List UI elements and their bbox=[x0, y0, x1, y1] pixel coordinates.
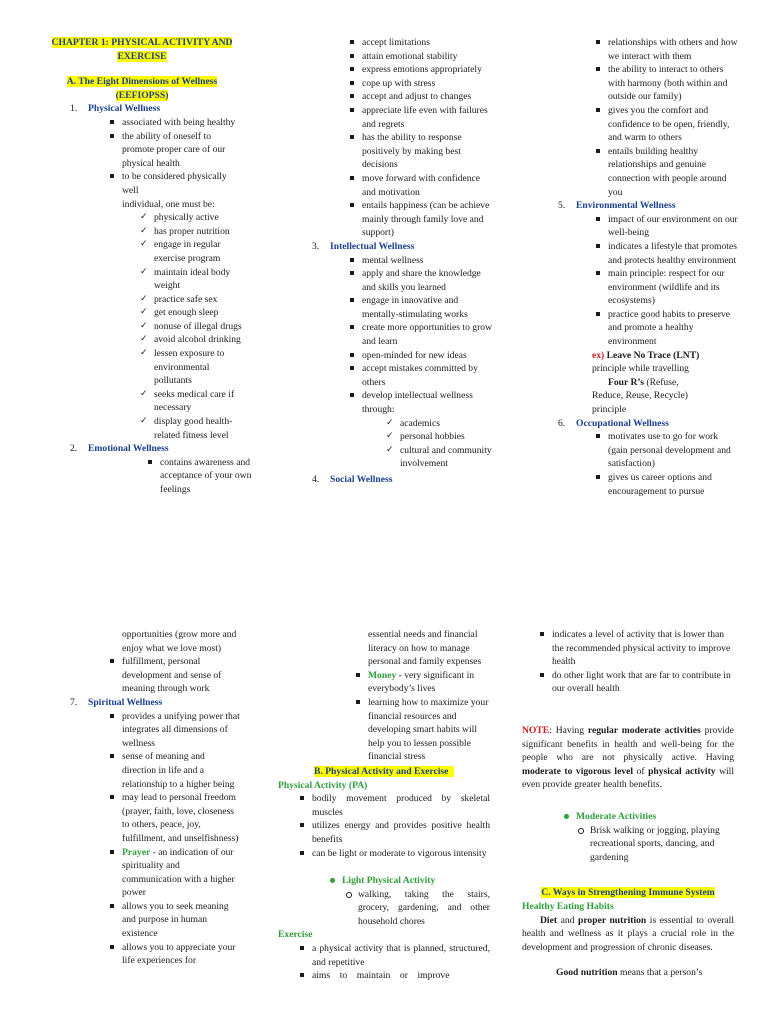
physical-wellness-checklist bbox=[140, 211, 246, 442]
physical-wellness-list bbox=[110, 116, 245, 198]
check-item: ✓ practice safe sex bbox=[140, 293, 246, 307]
list-item: gives us career options and encouragement to pursue bbox=[596, 471, 738, 498]
list-item: engage in innovative and mentally-stimulating works bbox=[350, 294, 492, 321]
check-item: ✓ nonuse of illegal drugs bbox=[140, 320, 246, 334]
check-item: ✓ display good health-related fitness level bbox=[140, 415, 246, 442]
example-lnt: ex) Leave No Trace (LNT) principle while travelling bbox=[592, 349, 700, 375]
list-item: gives you the comfort and confidence to be open, friendly, and warm to others bbox=[596, 104, 738, 145]
bottom-column-2 bbox=[278, 628, 490, 983]
section-c-heading: C. Ways in Strengthening Immune System bbox=[541, 887, 715, 899]
list-item: create more opportunities to grow and learn bbox=[350, 321, 492, 348]
check-item: ✓ physically active bbox=[140, 211, 246, 225]
continued-text: essential needs and financial literacy on how to manage personal and family expenses bbox=[368, 629, 482, 668]
emotional-wellness-list-cont bbox=[350, 36, 492, 240]
top-column-1 bbox=[38, 36, 252, 497]
bottom-column-1 bbox=[70, 628, 250, 968]
intellectual-wellness-list bbox=[350, 254, 492, 417]
list-item: fulfillment, personal development and sense of meaning through work bbox=[110, 655, 246, 696]
social-wellness-list-cont bbox=[596, 36, 738, 199]
list-item: apply and share the knowledge and skills you learned bbox=[350, 267, 492, 294]
list-item: attain emotional stability bbox=[350, 50, 492, 64]
list-item: associated with being healthy bbox=[110, 116, 245, 130]
list-item: Prayer - an indication of our spirituality and communication with a higher power bbox=[110, 846, 240, 900]
list-item: develop intellectual wellness through: bbox=[350, 389, 492, 416]
check-item: ✓ seeks medical care if necessary bbox=[140, 388, 246, 415]
healthy-eating-title: Healthy Eating Habits bbox=[522, 900, 614, 912]
intellectual-wellness-heading: 3. Intellectual Wellness bbox=[312, 240, 415, 252]
check-item: ✓ personal hobbies bbox=[386, 430, 492, 444]
moderate-activity-heading bbox=[564, 810, 734, 824]
list-item: Brisk walking or jogging, playing recreational sports, dancing, and gardening bbox=[578, 824, 728, 865]
occupational-wellness-list-cont bbox=[110, 655, 246, 696]
moderate-activity-list bbox=[578, 824, 728, 865]
emotional-wellness-list bbox=[148, 456, 263, 497]
check-item: ✓ avoid alcohol drinking bbox=[140, 333, 246, 347]
list-item: move forward with confidence and motivation bbox=[350, 172, 492, 199]
check-item: ✓ lessen exposure to environmental pollutants bbox=[140, 347, 246, 388]
continued-text: opportunities (grow more and enjoy what we love most) bbox=[122, 629, 237, 654]
emotional-wellness-heading: 2. Emotional Wellness bbox=[70, 443, 169, 455]
list-item: motivates use to go for work (gain personal development and satisfaction) bbox=[596, 430, 738, 471]
spiritual-wellness-list bbox=[110, 710, 240, 968]
check-item: ✓ academics bbox=[386, 417, 492, 431]
check-item: ✓ cultural and community involvement bbox=[386, 444, 492, 471]
list-item: a physical activity that is planned, structured, and repetitive bbox=[300, 942, 490, 969]
check-item: ✓ get enough sleep bbox=[140, 306, 246, 320]
section-b-heading: B. Physical Activity and Exercise bbox=[314, 765, 490, 779]
occupational-wellness-heading: 6. Occupational Wellness bbox=[558, 417, 669, 429]
physical-wellness-intro: individual, one must be: bbox=[122, 198, 215, 210]
exercise-title: Exercise bbox=[278, 929, 313, 941]
chapter-title: CHAPTER 1: PHYSICAL ACTIVITY AND EXERCISE bbox=[51, 37, 233, 62]
list-item: has the ability to response positively by making best decisions bbox=[350, 131, 492, 172]
list-item: bodily movement produced by skeletal muscles bbox=[300, 792, 490, 819]
list-item: utilizes energy and provides positive health benefits bbox=[300, 819, 490, 846]
list-item: relationships with others and how we interact with them bbox=[596, 36, 738, 63]
list-item: indicates a lifestyle that promotes and protects healthy environment bbox=[596, 240, 738, 267]
check-item: ✓ engage in regular exercise program bbox=[140, 238, 246, 265]
top-column-3 bbox=[558, 36, 738, 498]
list-item: impact of our environment on our well-being bbox=[596, 213, 738, 240]
list-item: entails happiness (can be achieve mainly through family love and support) bbox=[350, 199, 492, 240]
list-item: sense of meaning and direction in life and a relationship to a higher being bbox=[110, 750, 240, 791]
list-item: mental wellness bbox=[350, 254, 492, 268]
check-item: ✓ maintain ideal body weight bbox=[140, 266, 246, 293]
list-item: entails building healthy relationships and genuine connection with people around you bbox=[596, 145, 738, 199]
list-item: accept and adjust to changes bbox=[350, 90, 492, 104]
list-item: do other light work that are far to contribute in our overall health bbox=[540, 669, 734, 696]
list-item: learning how to maximize your financial resources and developing smart habits will help you to lessen possible financial stress bbox=[356, 696, 490, 764]
good-nutrition-paragraph: Good nutrition means that a person’s bbox=[556, 967, 703, 979]
list-item: appreciate life even with failures and regrets bbox=[350, 104, 492, 131]
list-item: can be light or moderate to vigorous intensity bbox=[300, 847, 490, 861]
list-item: accept limitations bbox=[350, 36, 492, 50]
list-item: Money - very significant in everybody’s lives bbox=[356, 669, 490, 696]
list-item: cope up with stress bbox=[350, 77, 492, 91]
list-item: indicates a level of activity that is lower than the recommended physical activity to improve health bbox=[540, 628, 734, 669]
example-four-rs: Four R’s (Refuse, Reduce, Reuse, Recycle) principle bbox=[592, 376, 688, 416]
social-wellness-heading: 4. Social Wellness bbox=[312, 474, 393, 485]
list-item: practice good habits to preserve and promote a healthy environment bbox=[596, 308, 738, 349]
intellectual-wellness-checklist bbox=[386, 417, 492, 471]
note-paragraph: NOTE: Having regular moderate activities provide significant benefits in health and well-being for the people who are not physically active. Having moderate to vigorous level of physical activity will even provide greater health benefits. bbox=[522, 724, 734, 791]
top-column-2 bbox=[312, 36, 492, 487]
physical-activity-title: Physical Activity (PA) bbox=[278, 779, 368, 791]
financial-wellness-list bbox=[356, 669, 490, 764]
list-item: the ability of oneself to promote proper care of our physical health bbox=[110, 130, 245, 171]
list-item: to be considered physically well bbox=[110, 170, 245, 197]
spiritual-wellness-heading: 7. Spiritual Wellness bbox=[70, 696, 163, 708]
occupational-wellness-list bbox=[596, 430, 738, 498]
environmental-wellness-list bbox=[596, 213, 738, 349]
bottom-column-3 bbox=[522, 628, 734, 980]
list-item: express emotions appropriately bbox=[350, 63, 492, 77]
list-item: contains awareness and acceptance of your own feelings bbox=[148, 456, 263, 497]
diet-paragraph: Diet and proper nutrition is essential to overall health and wellness as it plays a crucial role in the development and progression of chronic diseases. bbox=[522, 914, 734, 953]
list-item: allows you to appreciate your life experiences for bbox=[110, 941, 240, 968]
list-item: aims to maintain or improve bbox=[300, 969, 490, 983]
list-item: allows you to seek meaning and purpose in human existence bbox=[110, 900, 240, 941]
physical-wellness-heading: 1. Physical Wellness bbox=[70, 103, 161, 115]
list-item: the ability to interact to others with harmony (both within and outside our family) bbox=[596, 63, 738, 104]
list-item: main principle: respect for our environment (wildlife and its ecosystems) bbox=[596, 267, 738, 308]
list-item: walking, taking the stairs, grocery, gardening, and other household chores bbox=[346, 888, 490, 929]
light-activity-heading bbox=[330, 874, 490, 888]
section-a-heading: A. The Eight Dimensions of Wellness (EEFIOPSS) bbox=[66, 76, 218, 101]
list-item: accept mistakes committed by others bbox=[350, 362, 492, 389]
list-item: open-minded for new ideas bbox=[350, 349, 492, 363]
light-activity-list-cont bbox=[540, 628, 734, 696]
list-item: provides a unifying power that integrates all dimensions of wellness bbox=[110, 710, 240, 751]
environmental-wellness-heading: 5. Environmental Wellness bbox=[558, 200, 676, 212]
moderate-activity-title: Moderate Activities bbox=[564, 810, 734, 824]
light-activity-title: Light Physical Activity bbox=[330, 874, 490, 888]
light-activity-list bbox=[346, 888, 490, 929]
list-item: may lead to personal freedom (prayer, faith, love, closeness to others, peace, joy, fulfillment, and unselfishness) bbox=[110, 791, 240, 845]
exercise-list bbox=[300, 942, 490, 983]
physical-activity-list bbox=[300, 792, 490, 860]
check-item: ✓ has proper nutrition bbox=[140, 225, 246, 239]
